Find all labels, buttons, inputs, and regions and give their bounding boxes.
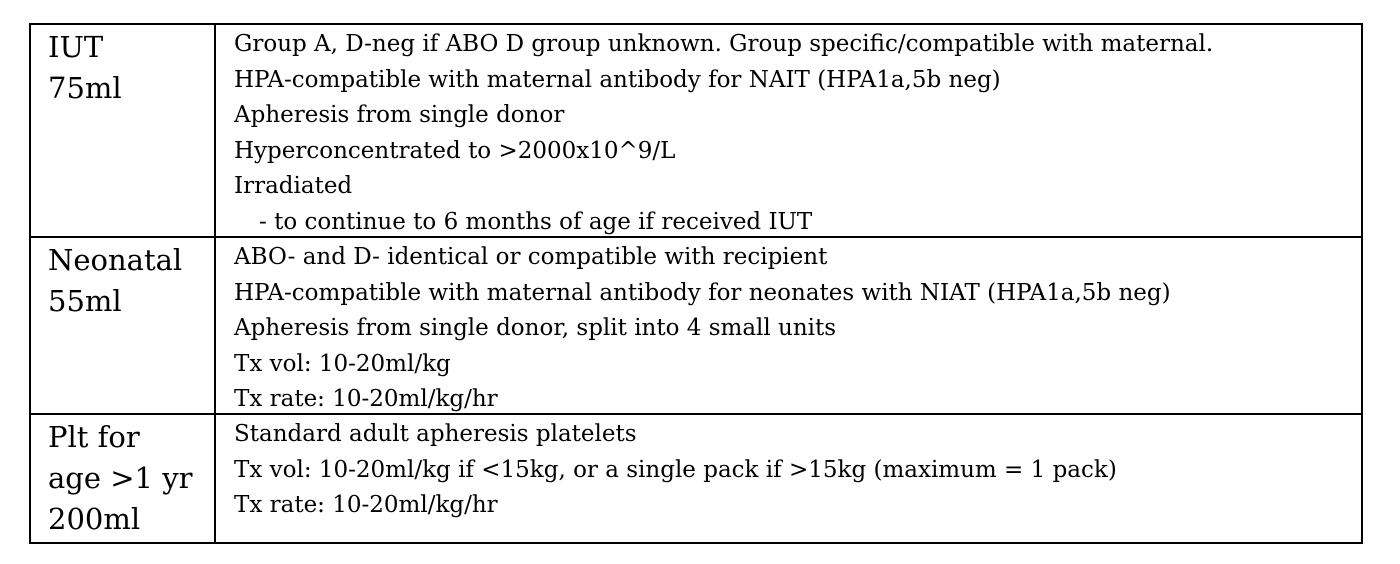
row-content-cell	[216, 415, 1361, 542]
row-label-cell	[31, 415, 216, 542]
row-label-cell	[31, 25, 216, 236]
content-line-indented: - to continue to 6 months of age if received IUT	[259, 208, 813, 235]
content-line: Tx vol: 10-20ml/kg	[234, 350, 451, 377]
row-label-line: 200ml	[48, 502, 141, 536]
row-label-line: 75ml	[48, 71, 122, 105]
content-line: Tx rate: 10-20ml/kg/hr	[234, 386, 498, 412]
row-label-line: age >1 yr	[48, 461, 193, 495]
content-line: Tx vol: 10-20ml/kg if <15kg, or a single pack if >15kg (maximum = 1 pack)	[234, 456, 1117, 483]
table-row-iut	[31, 25, 1361, 236]
row-label-line: 55ml	[48, 284, 122, 318]
table-row-neonatal	[31, 236, 1361, 413]
row-content-cell	[216, 238, 1361, 413]
content-line: Irradiated	[234, 173, 353, 199]
content-line: HPA-compatible with maternal antibody for neonates with NIAT (HPA1a,5b neg)	[234, 279, 1171, 306]
row-label-line: IUT	[48, 30, 104, 64]
content-line: Apheresis from single donor, split into 4 small units	[234, 315, 837, 341]
row-label-cell	[31, 238, 216, 413]
platelet-requirements-table	[29, 23, 1363, 544]
content-line: ABO- and D- identical or compatible with recipient	[234, 244, 828, 270]
content-line: HPA-compatible with maternal antibody for NAIT (HPA1a,5b neg)	[234, 66, 1001, 93]
row-content-cell	[216, 25, 1361, 236]
table-row-age-over-1yr	[31, 413, 1361, 542]
content-line: Tx rate: 10-20ml/kg/hr	[234, 492, 498, 518]
row-label-line: Plt for	[48, 420, 140, 454]
content-line: Apheresis from single donor	[234, 102, 565, 128]
content-line: Hyperconcentrated to >2000x10^9/L	[234, 137, 676, 164]
content-line: Standard adult apheresis platelets	[234, 421, 637, 447]
row-label-line: Neonatal	[48, 243, 183, 277]
content-line: Group A, D-neg if ABO D group unknown. Group specific/compatible with maternal.	[234, 31, 1214, 57]
